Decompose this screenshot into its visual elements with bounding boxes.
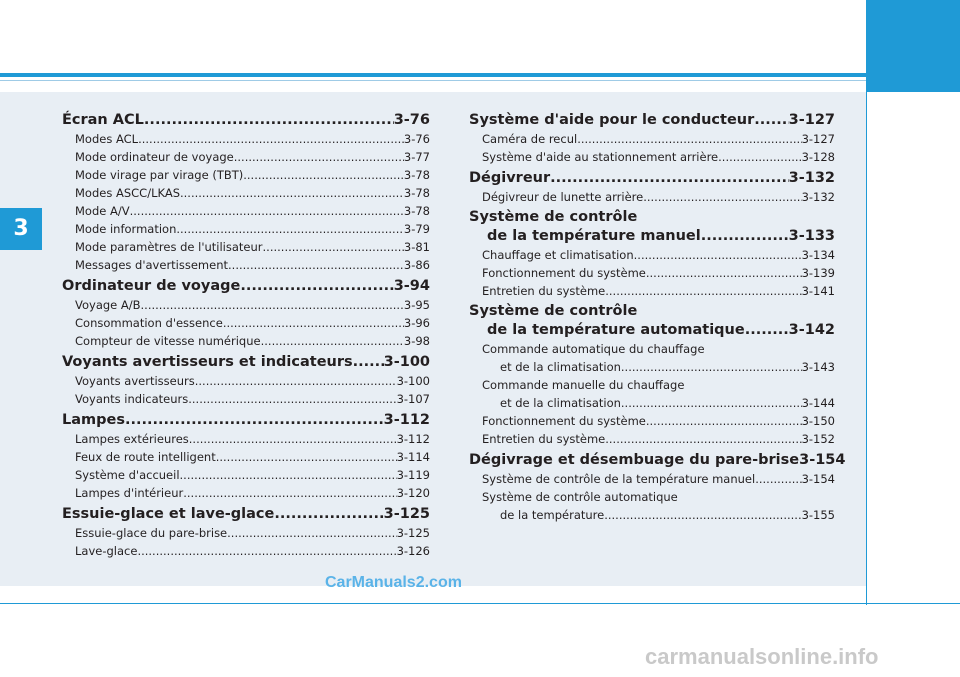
entry-page: 3-141 <box>801 284 835 298</box>
entry-title: Mode A/V <box>75 204 130 218</box>
toc-entry[interactable] <box>469 376 835 412</box>
section-page: 3-100 <box>383 354 430 370</box>
watermark-logo: CarManuals2.com <box>325 574 462 591</box>
section-page: 3-127 <box>788 112 835 128</box>
toc-entry[interactable] <box>469 488 835 524</box>
section-title: Voyants avertisseurs et indicateurs <box>62 354 353 370</box>
toc-entry[interactable] <box>62 524 430 542</box>
section-title-line2: de la température manuel <box>487 228 701 244</box>
entry-title: Voyants avertisseurs <box>75 374 195 388</box>
toc-entry[interactable] <box>469 130 835 148</box>
entry-page: 3-152 <box>801 432 835 446</box>
entry-title: Voyants indicateurs <box>75 392 189 406</box>
section-page: 3-76 <box>393 112 430 128</box>
entry-title-line1: Commande automatique du chauffage <box>482 342 705 356</box>
chapter-corner-block <box>866 0 960 92</box>
section-title-line1: Système de contrôle <box>469 209 638 225</box>
entry-page: 3-76 <box>403 132 430 146</box>
section-title-line2: de la température automatique <box>487 322 745 338</box>
toc-entry[interactable] <box>469 430 835 448</box>
toc-entry[interactable] <box>62 166 430 184</box>
entry-title: Chauffage et climatisation <box>482 248 634 262</box>
entry-page: 3-78 <box>403 168 430 182</box>
entry-page: 3-143 <box>801 360 835 374</box>
toc-entry[interactable] <box>62 148 430 166</box>
toc-entry[interactable] <box>469 282 835 300</box>
entry-title: Lave-glace <box>75 544 138 558</box>
section-title: Ordinateur de voyage <box>62 278 241 294</box>
entry-title: Lampes extérieures <box>75 432 189 446</box>
entry-title: Lampes d'intérieur <box>75 486 184 500</box>
entry-title-line2: et de la climatisation <box>500 360 621 374</box>
toc-section[interactable] <box>469 450 846 470</box>
toc-entry[interactable] <box>469 246 835 264</box>
section-title: Dégivrage et désembuage du pare-brise <box>469 452 800 468</box>
chapter-tab: 3 <box>0 208 42 250</box>
section-title: Dégivreur <box>469 170 551 186</box>
toc-section[interactable] <box>62 352 430 372</box>
toc-entry[interactable] <box>62 220 430 238</box>
entry-page: 3-127 <box>801 132 835 146</box>
header-rule-thin <box>0 80 866 81</box>
entry-page: 3-120 <box>396 486 430 500</box>
header-rule <box>0 73 866 77</box>
entry-title-line1: Système de contrôle automatique <box>482 490 678 504</box>
entry-page: 3-100 <box>396 374 430 388</box>
entry-title: Modes ASCC/LKAS <box>75 186 180 200</box>
toc-entry[interactable] <box>62 542 430 560</box>
toc-entry[interactable] <box>62 314 430 332</box>
entry-page: 3-114 <box>396 450 430 464</box>
section-title: Écran ACL <box>62 112 144 128</box>
entry-page: 3-125 <box>396 526 430 540</box>
toc-entry[interactable] <box>62 466 430 484</box>
entry-page: 3-139 <box>801 266 835 280</box>
entry-page: 3-95 <box>403 298 430 312</box>
entry-title-line2: et de la climatisation <box>500 396 621 410</box>
entry-title: Mode information <box>75 222 177 236</box>
entry-title-line2: de la température <box>500 508 605 522</box>
entry-title: Fonctionnement du système <box>482 414 646 428</box>
toc-section[interactable] <box>469 168 835 188</box>
entry-page: 3-112 <box>396 432 430 446</box>
toc-section[interactable] <box>469 302 835 340</box>
toc-entry[interactable] <box>62 130 430 148</box>
section-title: Lampes <box>62 412 125 428</box>
toc-entry[interactable] <box>62 390 430 408</box>
entry-title: Entretien du système <box>482 284 606 298</box>
section-title: Essuie-glace et lave-glace <box>62 506 275 522</box>
entry-title: Dégivreur de lunette arrière <box>482 190 644 204</box>
footer-rule <box>0 603 960 604</box>
section-page: 3-112 <box>383 412 430 428</box>
toc-entry[interactable] <box>62 448 430 466</box>
entry-title: Mode paramètres de l'utilisateur <box>75 240 263 254</box>
toc-section[interactable] <box>62 110 430 130</box>
toc-section[interactable] <box>62 276 430 296</box>
toc-entry[interactable] <box>62 372 430 390</box>
entry-page: 3-79 <box>403 222 430 236</box>
toc-section[interactable] <box>62 504 430 524</box>
toc-section[interactable] <box>469 208 835 246</box>
entry-title: Mode ordinateur de voyage <box>75 150 234 164</box>
section-title-line1: Système de contrôle <box>469 303 638 319</box>
toc-entry[interactable] <box>469 188 835 206</box>
entry-title: Entretien du système <box>482 432 606 446</box>
section-page: 3-142 <box>788 322 835 338</box>
entry-title: Fonctionnement du système <box>482 266 646 280</box>
toc-entry[interactable] <box>62 256 430 274</box>
entry-page: 3-77 <box>403 150 430 164</box>
entry-page: 3-126 <box>396 544 430 558</box>
entry-title: Compteur de vitesse numérique <box>75 334 261 348</box>
site-watermark: carmanualsonline.info <box>645 644 879 669</box>
entry-page: 3-78 <box>403 186 430 200</box>
toc-entry[interactable] <box>62 202 430 220</box>
section-page: 3-133 <box>788 228 835 244</box>
entry-title: Système d'aide au stationnement arrière <box>482 150 719 164</box>
toc-entry[interactable] <box>469 148 835 166</box>
toc-entry[interactable] <box>62 184 430 202</box>
entry-title: Modes ACL <box>75 132 139 146</box>
entry-page: 3-128 <box>801 150 835 164</box>
entry-page: 3-98 <box>403 334 430 348</box>
section-page: 3-132 <box>788 170 835 186</box>
entry-title: Voyage A/B <box>75 298 141 312</box>
section-page: 3-154 <box>799 452 846 468</box>
toc-entry[interactable] <box>469 340 835 376</box>
entry-title: Feux de route intelligent <box>75 450 216 464</box>
entry-page: 3-96 <box>403 316 430 330</box>
entry-page: 3-155 <box>801 508 835 522</box>
entry-page: 3-132 <box>801 190 835 204</box>
entry-page: 3-78 <box>403 204 430 218</box>
toc-entry[interactable] <box>62 296 430 314</box>
entry-title: Essuie-glace du pare-brise <box>75 526 228 540</box>
section-page: 3-94 <box>393 278 430 294</box>
entry-title: Mode virage par virage (TBT) <box>75 168 244 182</box>
toc-section[interactable] <box>469 110 835 130</box>
entry-page: 3-154 <box>801 472 835 486</box>
toc-section[interactable] <box>62 410 430 430</box>
entry-title-line1: Commande manuelle du chauffage <box>482 378 685 392</box>
toc-right-column <box>469 108 846 524</box>
toc-entry[interactable] <box>469 412 835 430</box>
toc-entry[interactable] <box>469 470 835 488</box>
margin-rule <box>866 92 867 605</box>
toc-left-column <box>62 108 430 560</box>
section-page: 3-125 <box>383 506 430 522</box>
entry-page: 3-150 <box>801 414 835 428</box>
entry-page: 3-134 <box>801 248 835 262</box>
toc-entry[interactable] <box>62 484 430 502</box>
entry-page: 3-144 <box>801 396 835 410</box>
entry-title: Messages d'avertissement <box>75 258 229 272</box>
entry-page: 3-86 <box>403 258 430 272</box>
toc-entry[interactable] <box>469 264 835 282</box>
entry-title: Système d'accueil <box>75 468 180 482</box>
entry-page: 3-119 <box>396 468 430 482</box>
entry-title: Caméra de recul <box>482 132 578 146</box>
entry-page: 3-81 <box>403 240 430 254</box>
toc-entry[interactable] <box>62 430 430 448</box>
toc-entry[interactable] <box>62 332 430 350</box>
entry-title: Consommation d'essence <box>75 316 223 330</box>
section-title: Système d'aide pour le conducteur <box>469 112 755 128</box>
entry-title: Système de contrôle de la température manuel <box>482 472 756 486</box>
toc-entry[interactable] <box>62 238 430 256</box>
entry-page: 3-107 <box>396 392 430 406</box>
